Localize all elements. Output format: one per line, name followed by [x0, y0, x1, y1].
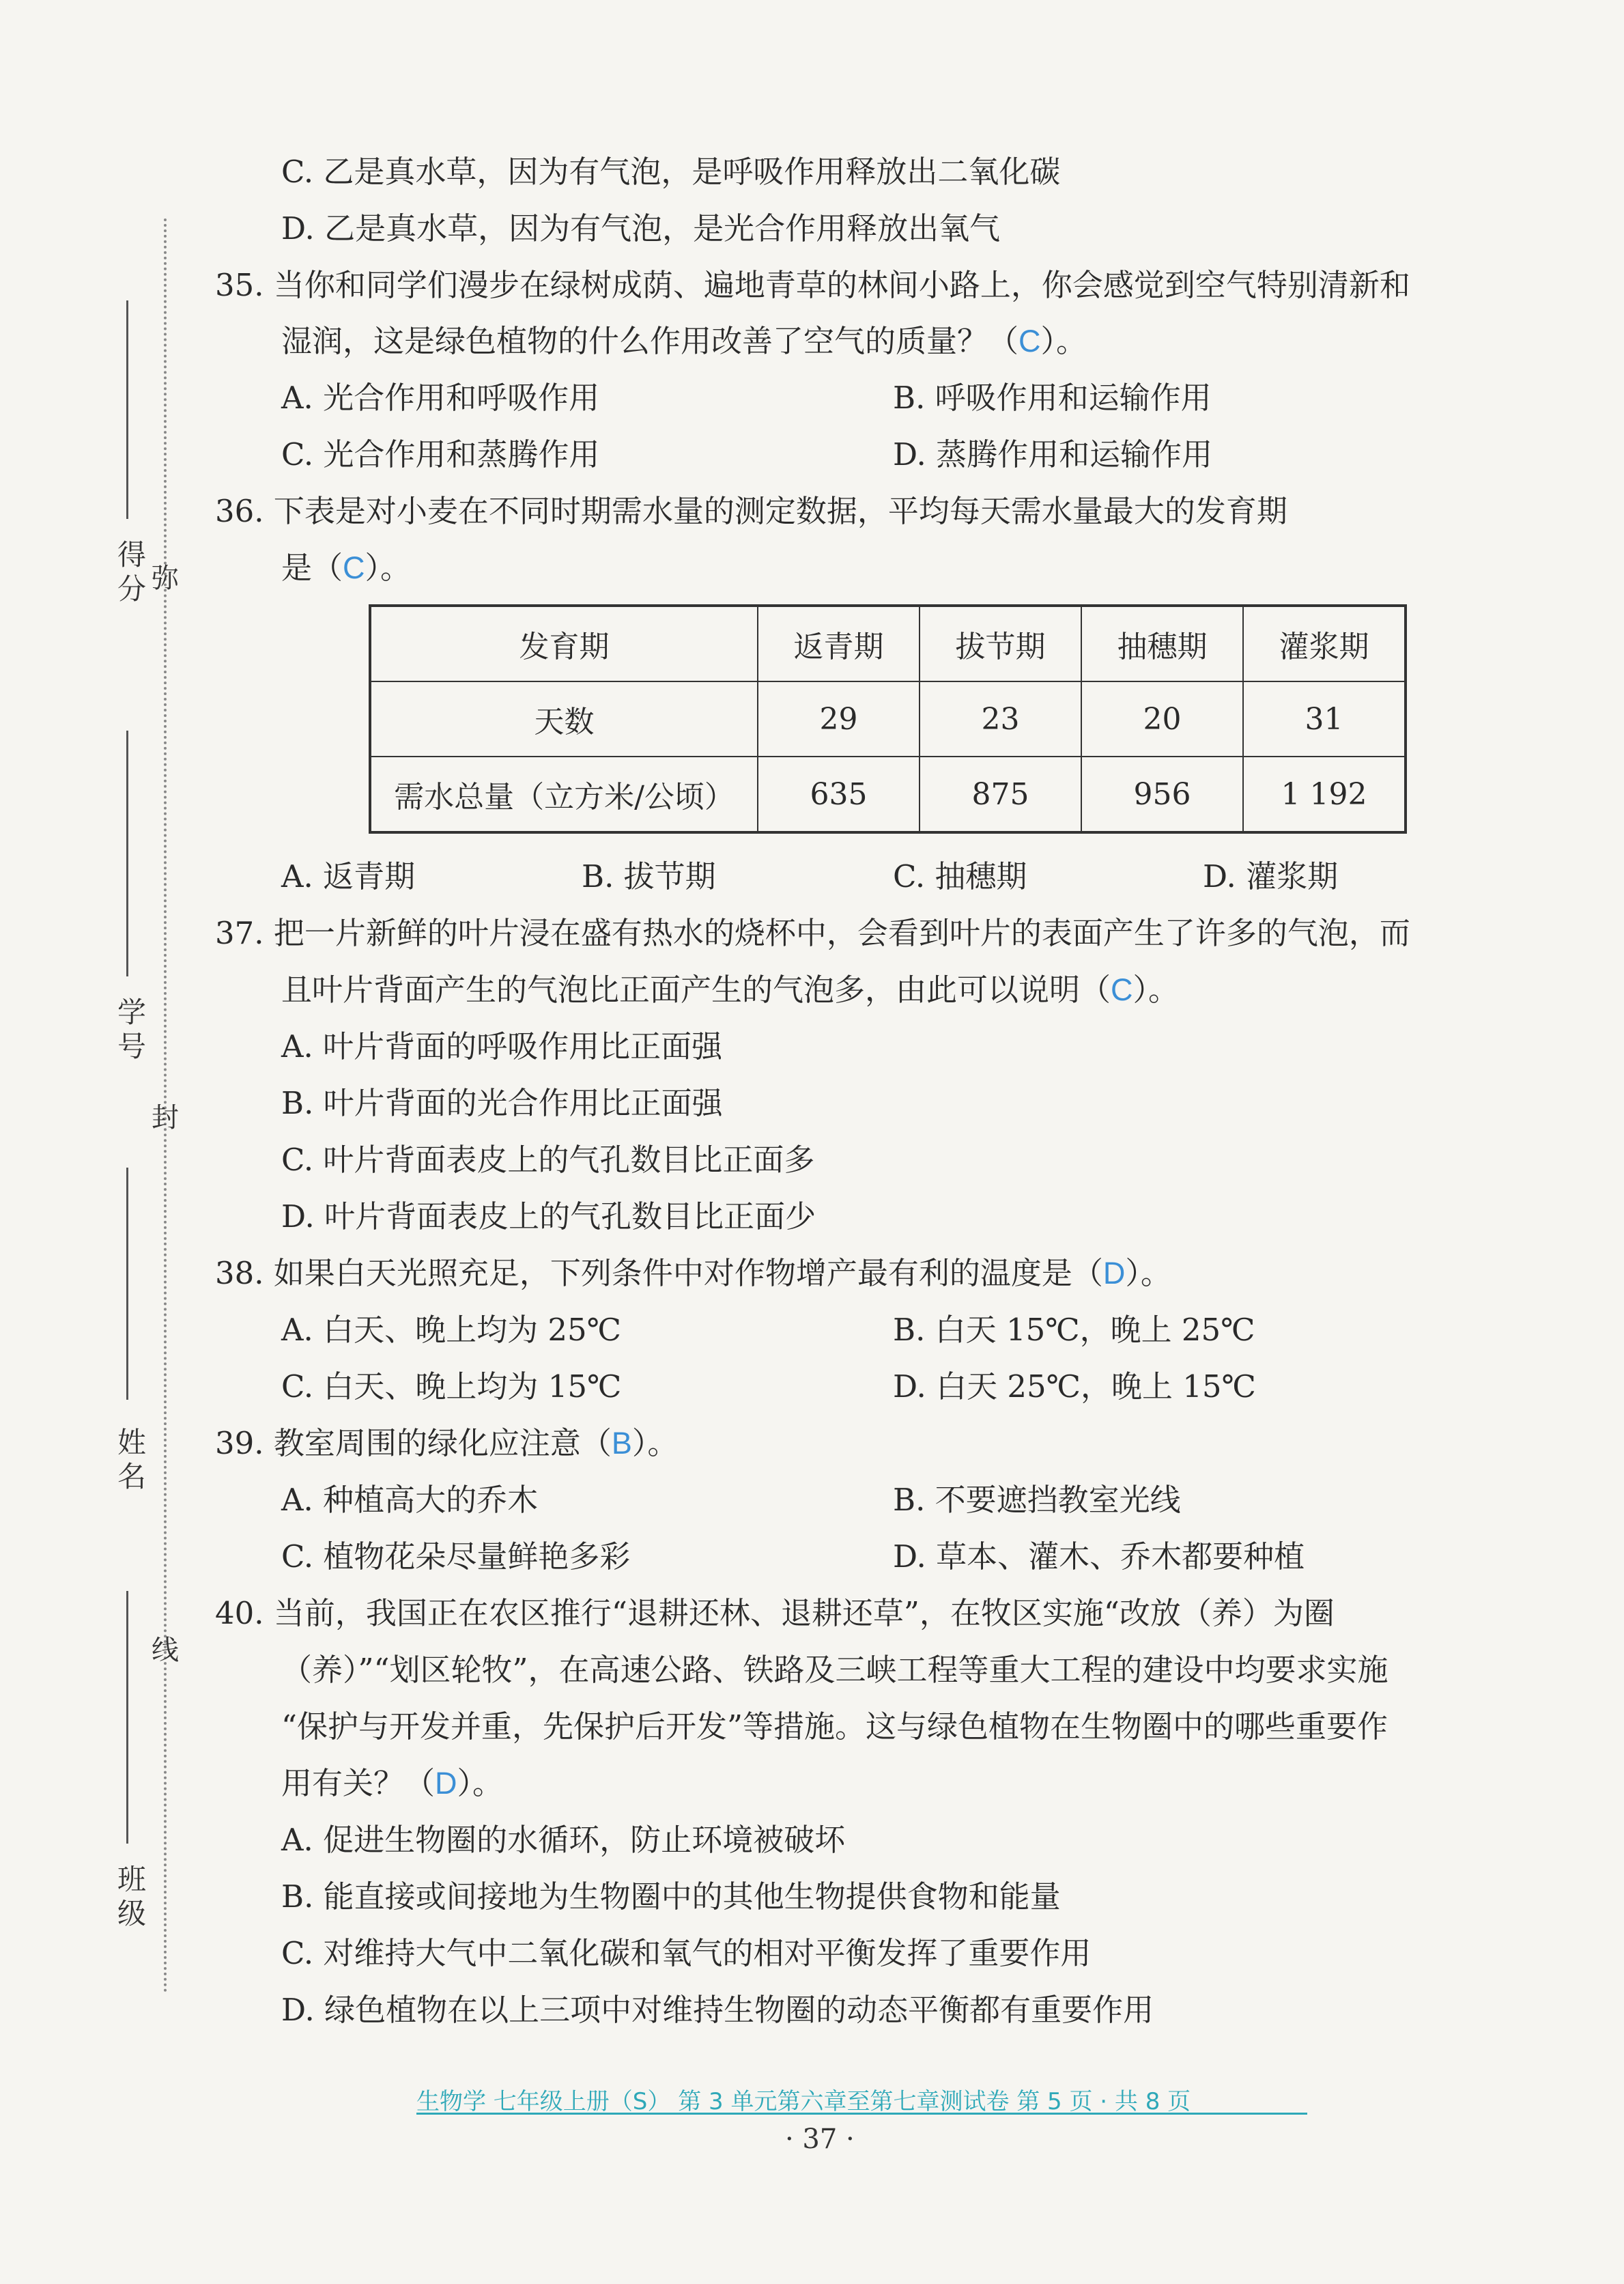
table-cell: 1 192: [1243, 757, 1406, 832]
q37-option-d: D. 叶片背面表皮上的气孔数目比正面少: [281, 1198, 816, 1235]
class-blank-line: [126, 1591, 128, 1844]
q40-stem-end: ）。: [457, 1765, 504, 1801]
q36-option-c: C. 抽穗期: [893, 858, 1027, 894]
q36-option-d: D. 灌浆期: [1203, 858, 1339, 894]
q39-option-c: C. 植物花朵尽量鲜艳多彩: [281, 1538, 631, 1575]
q35-option-d: D. 蒸腾作用和运输作用: [893, 436, 1213, 473]
q37-stem-line1: 37. 把一片新鲜的叶片浸在盛有热水的烧杯中，会看到叶片的表面产生了许多的气泡，而: [215, 915, 1410, 951]
q35-stem-line1: 35. 当你和同学们漫步在绿树成荫、遍地青草的林间小路上，你会感觉到空气特别清新和: [215, 267, 1410, 303]
table-row: [370, 757, 1406, 832]
table-header-row: [370, 606, 1406, 681]
table-header-cell: 发育期: [370, 606, 758, 681]
q40-stem-line2: （养）”“划区轮牧”，在高速公路、铁路及三峡工程等重大工程的建设中均要求实施: [281, 1652, 1388, 1688]
table-cell: 29: [758, 681, 920, 757]
table-cell: 需水总量（立方米/公顷）: [370, 757, 758, 832]
q40-stem-line1: 40. 当前，我国正在农区推行“退耕还林、退耕还草”，在牧区实施“改放（养）为圈: [215, 1595, 1335, 1631]
q35-option-a: A. 光合作用和呼吸作用: [281, 380, 600, 416]
water-demand-table: [369, 604, 1407, 834]
q39-answer: B: [611, 1426, 632, 1461]
table-header-cell: 拔节期: [920, 606, 1081, 681]
table-header-cell: 灌浆期: [1243, 606, 1406, 681]
q35-stem-text: 湿润，这是绿色植物的什么作用改善了空气的质量？（: [281, 323, 1019, 359]
q40-option-d: D. 绿色植物在以上三项中对维持生物圈的动态平衡都有重要作用: [281, 1992, 1154, 2028]
q35-option-b: B. 呼吸作用和运输作用: [893, 380, 1212, 416]
q40-option-a: A. 促进生物圈的水循环，防止环境被破坏: [281, 1822, 846, 1858]
q38-option-a: A. 白天、晚上均为 25℃: [281, 1312, 622, 1348]
q39-option-b: B. 不要遮挡教室光线: [893, 1482, 1181, 1518]
q36-stem-line1: 36. 下表是对小麦在不同时期需水量的测定数据，平均每天需水量最大的发育期: [215, 493, 1287, 529]
q36-stem-end: ）。: [365, 550, 412, 586]
q38-option-c: C. 白天、晚上均为 15℃: [281, 1368, 622, 1405]
q38-option-d: D. 白天 25℃，晚上 15℃: [893, 1368, 1256, 1405]
footer-info: 生物学 七年级上册（S） 第 3 单元第六章至第七章测试卷 第 5 页 · 共 8 页: [416, 2088, 1191, 2115]
q39-stem-text: 39. 教室周围的绿化应注意（: [215, 1425, 612, 1461]
q38-option-b: B. 白天 15℃，晚上 25℃: [893, 1312, 1255, 1348]
table-cell: 875: [920, 757, 1081, 832]
q37-option-b: B. 叶片背面的光合作用比正面强: [281, 1085, 723, 1121]
table-row: [370, 681, 1406, 757]
q40-answer: D: [435, 1766, 457, 1801]
q39-stem-end: ）。: [631, 1425, 679, 1461]
q36-stem-text: 是（: [281, 550, 343, 586]
footer-divider: [416, 2113, 1307, 2115]
seal-char-mi: 弥: [152, 563, 179, 594]
table-header-cell: 抽穗期: [1081, 606, 1243, 681]
q37-option-a: A. 叶片背面的呼吸作用比正面强: [281, 1028, 723, 1065]
table-cell: 23: [920, 681, 1081, 757]
q35-option-c: C. 光合作用和蒸腾作用: [281, 436, 600, 473]
student-id-label: 学号: [113, 997, 147, 1065]
q35-answer: C: [1018, 324, 1041, 358]
q37-option-c: C. 叶片背面表皮上的气孔数目比正面多: [281, 1142, 815, 1178]
q37-answer: C: [1111, 972, 1133, 1007]
name-blank-line: [126, 1168, 128, 1400]
table-cell: 956: [1081, 757, 1243, 832]
q38-stem: [215, 1253, 1171, 1294]
q38-answer: D: [1102, 1256, 1126, 1291]
q36-option-b: B. 拔节期: [582, 858, 716, 894]
q36-stem-line2: [281, 548, 411, 589]
q37-stem-line2: [281, 970, 1179, 1011]
q39-option-a: A. 种植高大的乔木: [281, 1482, 539, 1518]
q35-stem-line2: [281, 321, 1087, 362]
q35-stem-end: ）。: [1040, 323, 1087, 359]
name-label: 姓名: [113, 1427, 147, 1495]
q36-option-a: A. 返青期: [281, 858, 416, 894]
score-label: 得分: [113, 539, 147, 608]
class-label: 班级: [113, 1864, 147, 1932]
q40-stem-line3: “保护与开发并重，先保护后开发”等措施。这与绿色植物在生物圈中的哪些重要作: [281, 1708, 1388, 1745]
q39-stem: [215, 1423, 678, 1464]
q34-option-d: D. 乙是真水草，因为有气泡，是光合作用释放出氧气: [281, 210, 1001, 246]
seal-char-xian: 线: [152, 1635, 179, 1666]
q40-stem-line4: [281, 1763, 503, 1804]
table-header-cell: 返青期: [758, 606, 920, 681]
q37-stem-end: ）。: [1132, 972, 1180, 1008]
q40-stem-text: 用有关？（: [281, 1765, 436, 1801]
table-cell: 天数: [370, 681, 758, 757]
table-cell: 635: [758, 757, 920, 832]
page-number: · 37 ·: [785, 2124, 855, 2155]
q38-stem-end: ）。: [1125, 1255, 1171, 1291]
q37-stem-text: 且叶片背面产生的气泡比正面产生的气泡多，由此可以说明（: [281, 972, 1111, 1008]
q34-option-c: C. 乙是真水草，因为有气泡，是呼吸作用释放出二氧化碳: [281, 154, 1061, 190]
score-blank-line: [126, 300, 128, 519]
table-cell: 20: [1081, 681, 1243, 757]
q36-answer: C: [343, 550, 365, 585]
seal-char-feng: 封: [152, 1102, 179, 1133]
q40-option-b: B. 能直接或间接地为生物圈中的其他生物提供食物和能量: [281, 1878, 1061, 1915]
q38-stem-text: 38. 如果白天光照充足，下列条件中对作物增产最有利的温度是（: [215, 1255, 1103, 1291]
table-cell: 31: [1243, 681, 1406, 757]
q39-option-d: D. 草本、灌木、乔木都要种植: [893, 1538, 1305, 1575]
student-id-blank-line: [126, 731, 128, 976]
q40-option-c: C. 对维持大气中二氧化碳和氧气的相对平衡发挥了重要作用: [281, 1935, 1092, 1971]
